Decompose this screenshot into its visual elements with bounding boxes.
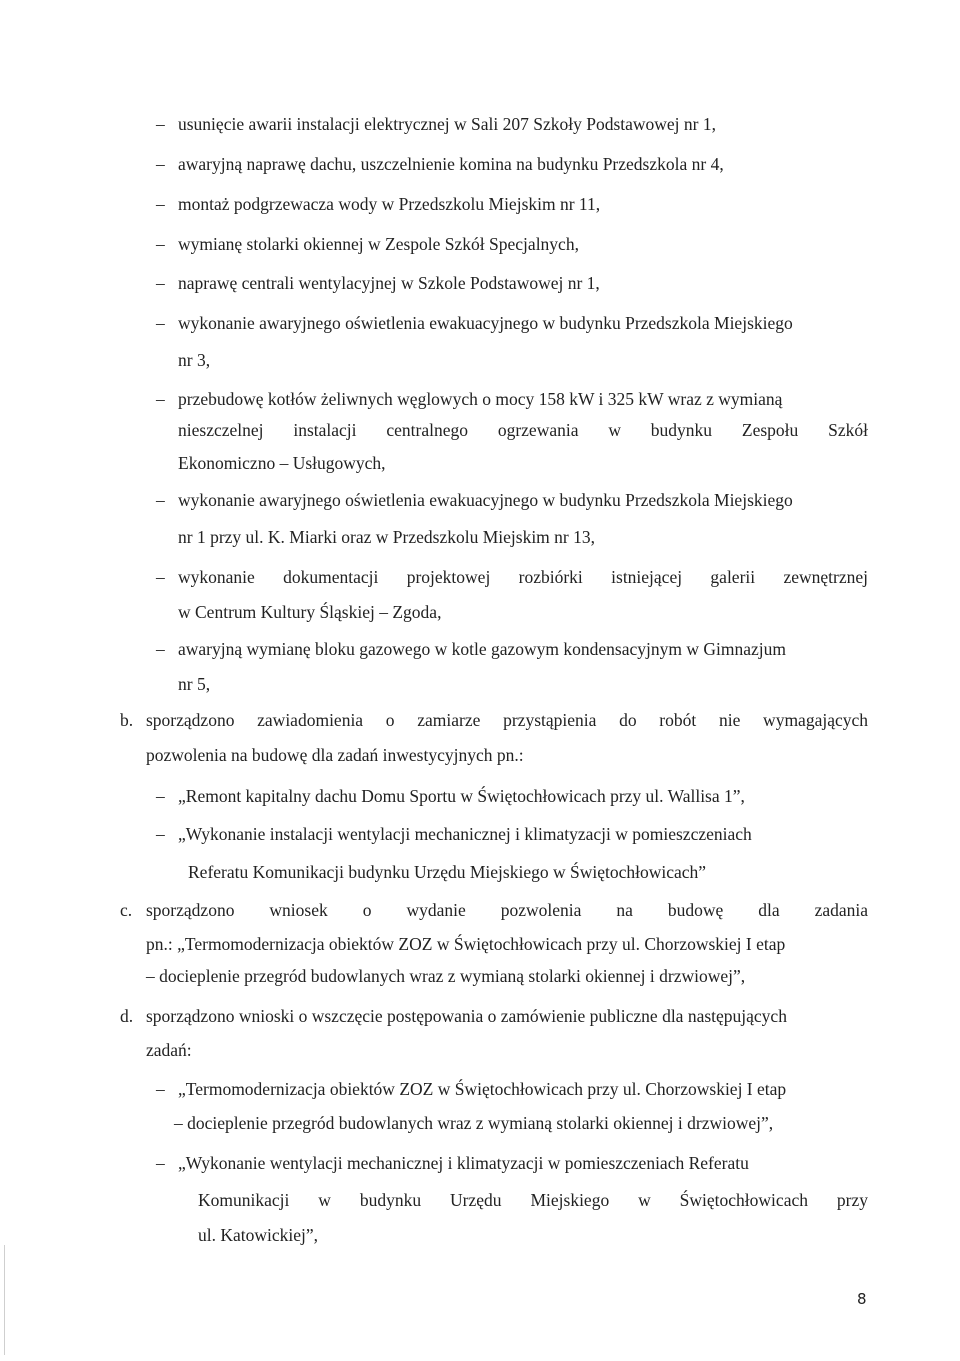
text-line: nr 1 przy ul. K. Miarki oraz w Przedszkolu Miejskim nr 13, (178, 527, 596, 547)
list-dash: – (156, 234, 165, 254)
list-dash: – (156, 1079, 165, 1099)
text-line: – docieplenie przegród budowlanych wraz z wymianą stolarki okiennej i drzwiowej”, (146, 966, 746, 986)
text-line: przebudowę kotłów żeliwnych węglowych o mocy 158 kW i 325 kW wraz z wymianą (178, 389, 783, 409)
page-number: 8 (857, 1290, 867, 1308)
text-line: nr 5, (178, 674, 211, 694)
text-line: ul. Katowickiej”, (198, 1225, 319, 1245)
text-line: wykonanie awaryjnego oświetlenia ewakuacyjnego w budynku Przedszkola Miejskiego (178, 313, 793, 333)
text-line: w Centrum Kultury Śląskiej – Zgoda, (178, 602, 442, 622)
list-dash: – (156, 154, 165, 174)
text-line: wykonanie dokumentacji projektowej rozbiórki istniejącej galerii zewnętrznej (178, 567, 868, 587)
text-line: „Termomodernizacja obiektów ZOZ w Świętochłowicach przy ul. Chorzowskiej I etap (178, 1079, 787, 1099)
text-line: – docieplenie przegród budowlanych wraz z wymianą stolarki okiennej i drzwiowej”, (174, 1113, 774, 1133)
list-dash: – (156, 786, 165, 806)
text-line: nieszczelnej instalacji centralnego ogrzewania w budynku Zespołu Szkół (178, 420, 868, 440)
text-line: awaryjną naprawę dachu, uszczelnienie komina na budynku Przedszkola nr 4, (178, 154, 724, 174)
text-line: nr 3, (178, 350, 211, 370)
text-line: montaż podgrzewacza wody w Przedszkolu Miejskim nr 11, (178, 194, 601, 214)
list-dash: – (156, 490, 165, 510)
text-line: sporządzono zawiadomienia o zamiarze przystąpienia do robót nie wymagających (146, 710, 868, 730)
text-line: pn.: „Termomodernizacja obiektów ZOZ w Świętochłowicach przy ul. Chorzowskiej I etap (146, 934, 786, 954)
list-dash: – (156, 273, 165, 293)
scan-edge-mark (4, 1245, 5, 1355)
list-dash: – (156, 567, 165, 587)
text-line: wymianę stolarki okiennej w Zespole Szkół Specjalnych, (178, 234, 579, 254)
list-dash: – (156, 389, 165, 409)
list-dash: – (156, 1153, 165, 1173)
text-line: usunięcie awarii instalacji elektrycznej w Sali 207 Szkoły Podstawowej nr 1, (178, 114, 716, 134)
text-line: Referatu Komunikacji budynku Urzędu Miejskiego w Świętochłowicach” (188, 862, 707, 882)
text-line: Komunikacji w budynku Urzędu Miejskiego w Świętochłowicach przy (198, 1190, 868, 1210)
text-line: „Wykonanie instalacji wentylacji mechanicznej i klimatyzacji w pomieszczeniach (178, 824, 752, 844)
text-line: naprawę centrali wentylacyjnej w Szkole Podstawowej nr 1, (178, 273, 600, 293)
text-line: „Wykonanie wentylacji mechanicznej i klimatyzacji w pomieszczeniach Referatu (178, 1153, 749, 1173)
text-line: zadań: (146, 1040, 192, 1060)
text-line: sporządzono wniosek o wydanie pozwolenia na budowę dla zadania (146, 900, 868, 920)
list-marker-b: b. (120, 710, 134, 730)
text-line: „Remont kapitalny dachu Domu Sportu w Świętochłowicach przy ul. Wallisa 1”, (178, 786, 745, 806)
list-dash: – (156, 639, 165, 659)
text-line: wykonanie awaryjnego oświetlenia ewakuacyjnego w budynku Przedszkola Miejskiego (178, 490, 793, 510)
list-dash: – (156, 824, 165, 844)
list-marker-d: d. (120, 1006, 134, 1026)
text-line: Ekonomiczno – Usługowych, (178, 453, 386, 473)
text-line: awaryjną wymianę bloku gazowego w kotle gazowym kondensacyjnym w Gimnazjum (178, 639, 786, 659)
text-line: pozwolenia na budowę dla zadań inwestycyjnych pn.: (146, 745, 524, 765)
list-marker-c: c. (120, 900, 133, 920)
list-dash: – (156, 194, 165, 214)
list-dash: – (156, 313, 165, 333)
list-dash: – (156, 114, 165, 134)
text-line: sporządzono wnioski o wszczęcie postępowania o zamówienie publiczne dla następujących (146, 1006, 787, 1026)
